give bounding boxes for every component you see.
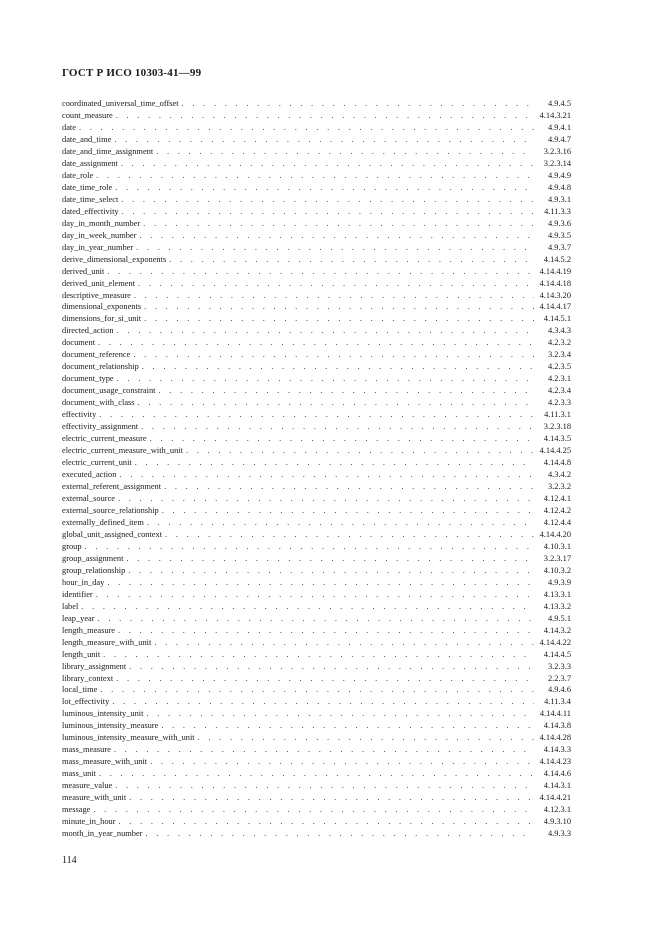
dot-leader <box>141 421 534 433</box>
index-entry <box>62 194 571 206</box>
dot-leader <box>156 146 534 158</box>
index-entry <box>62 278 571 290</box>
index-reference: 4.14.3.20 <box>539 290 571 300</box>
index-term: identifier <box>62 589 93 599</box>
index-reference: 4.2.3.3 <box>547 398 571 408</box>
index-term: derive_dimensional_exponents <box>62 254 167 264</box>
dot-leader <box>118 625 534 637</box>
dot-leader <box>129 661 534 673</box>
index-term: externally_defined_item <box>62 517 144 527</box>
index-reference: 4.10.3.1 <box>543 541 571 551</box>
dot-leader <box>117 373 534 385</box>
index-term: length_measure <box>62 625 116 635</box>
index-entry <box>62 325 571 337</box>
index-reference: 4.9.4.8 <box>547 182 571 192</box>
index-reference: 4.2.3.1 <box>547 374 571 384</box>
dot-leader <box>186 445 534 457</box>
index-entry <box>62 661 571 673</box>
index-reference: 4.12.4.2 <box>543 505 571 515</box>
index-term: global_unit_assigned_context <box>62 529 163 539</box>
dot-leader <box>121 194 534 206</box>
index-reference: 4.14.5.1 <box>543 314 571 324</box>
index-reference: 4.9.3.10 <box>543 817 571 827</box>
index-entry <box>62 577 571 589</box>
dot-leader <box>147 517 534 529</box>
index-term: group_assignment <box>62 553 124 563</box>
dot-leader <box>136 242 534 254</box>
dot-leader <box>107 266 534 278</box>
index-entry <box>62 134 571 146</box>
index-term: date_time_role <box>62 182 113 192</box>
index-term: measure_with_unit <box>62 793 127 803</box>
index-term: luminous_intensity_measure_with_unit <box>62 733 195 743</box>
dot-leader <box>134 290 534 302</box>
index-reference: 4.11.3.1 <box>544 410 571 420</box>
dot-leader <box>118 493 534 505</box>
dot-leader <box>154 637 534 649</box>
index-entry <box>62 218 571 230</box>
index-entry <box>62 708 571 720</box>
index-entry <box>62 553 571 565</box>
dot-leader <box>128 565 534 577</box>
index-reference: 4.9.4.7 <box>547 134 571 144</box>
index-entry <box>62 565 571 577</box>
index-reference: 4.14.3.5 <box>543 434 571 444</box>
dot-leader <box>144 313 534 325</box>
index-entry <box>62 457 571 469</box>
index-entry <box>62 720 571 732</box>
index-entry <box>62 337 571 349</box>
index-entry <box>62 541 571 553</box>
index-reference: 4.9.3.6 <box>547 218 571 228</box>
index-term: coordinated_universal_time_offset <box>62 99 179 108</box>
index-reference: 4.2.3.2 <box>547 338 571 348</box>
index-term: mass_measure_with_unit <box>62 757 148 767</box>
index-term: day_in_week_number <box>62 230 137 240</box>
index-entry <box>62 301 571 313</box>
index-term: luminous_intensity_measure <box>62 721 159 731</box>
index-term: effectivity <box>62 410 97 420</box>
dot-leader <box>121 158 534 170</box>
index-term: measure_value <box>62 781 113 791</box>
index-reference: 4.9.3.9 <box>547 577 571 587</box>
dot-leader <box>138 397 534 409</box>
index-term: document_relationship <box>62 362 139 372</box>
dot-leader <box>116 110 534 122</box>
index-entry <box>62 230 571 242</box>
dot-leader <box>115 780 534 792</box>
index-reference: 4.14.3.21 <box>539 110 571 120</box>
index-reference: 4.14.4.22 <box>539 637 571 647</box>
index-reference: 4.14.4.6 <box>543 769 571 779</box>
dot-leader <box>119 816 534 828</box>
index-term: count_measure <box>62 110 113 120</box>
index-entry <box>62 756 571 768</box>
index-entry <box>62 409 571 421</box>
dot-leader <box>119 469 534 481</box>
index-reference: 4.9.4.1 <box>547 122 571 132</box>
dot-leader <box>182 98 534 110</box>
index-term: library_context <box>62 673 114 683</box>
index-reference: 4.9.4.6 <box>547 685 571 695</box>
index-term: length_measure_with_unit <box>62 637 152 647</box>
index-entry <box>62 254 571 266</box>
index-reference: 4.14.3.8 <box>543 721 571 731</box>
dot-leader <box>138 278 534 290</box>
index-term: effectivity_assignment <box>62 422 139 432</box>
index-term: length_unit <box>62 649 101 659</box>
dot-leader <box>143 218 534 230</box>
index-reference: 3.2.3.18 <box>543 422 571 432</box>
dot-leader <box>164 481 534 493</box>
index-term: document <box>62 338 96 348</box>
dot-leader <box>198 732 534 744</box>
index-term: date_assignment <box>62 158 118 168</box>
index-term: date_time_select <box>62 194 119 204</box>
dot-leader <box>114 744 534 756</box>
index-reference: 4.3.4.2 <box>547 470 571 480</box>
index-entry <box>62 385 571 397</box>
index-entry <box>62 98 571 110</box>
index-reference: 4.14.4.18 <box>539 278 571 288</box>
index-reference: 4.14.3.1 <box>543 781 571 791</box>
dot-leader <box>98 337 534 349</box>
index-entry <box>62 206 571 218</box>
index-term: label <box>62 601 79 611</box>
index-term: month_in_year_number <box>62 829 143 839</box>
index-term: external_referent_assignment <box>62 482 162 491</box>
index-term: electric_current_measure_with_unit <box>62 446 183 456</box>
index-entry <box>62 613 571 625</box>
index-reference: 4.9.3.7 <box>547 242 571 252</box>
index-term: date <box>62 122 76 132</box>
index-entry <box>62 481 571 493</box>
dot-leader <box>99 768 534 780</box>
index-entry <box>62 744 571 756</box>
page-number: 114 <box>62 855 77 866</box>
index-term: directed_action <box>62 326 114 336</box>
index-entry <box>62 732 571 744</box>
index-term: day_in_year_number <box>62 242 134 252</box>
index-entry <box>62 122 571 134</box>
index-entry <box>62 146 571 158</box>
index-reference: 4.9.3.5 <box>547 230 571 240</box>
index-reference: 4.10.3.2 <box>543 565 571 575</box>
index-entry <box>62 397 571 409</box>
index-entry <box>62 601 571 613</box>
index-reference: 4.3.4.3 <box>547 326 571 336</box>
index-reference: 4.9.3.3 <box>547 829 571 839</box>
index-reference: 4.14.4.28 <box>539 733 571 743</box>
dot-leader <box>159 385 535 397</box>
index-reference: 4.9.3.1 <box>547 194 571 204</box>
index-term: hour_in_day <box>62 577 105 587</box>
index-reference: 3.2.3.3 <box>547 661 571 671</box>
dot-leader <box>85 541 534 553</box>
index-entry <box>62 433 571 445</box>
index-entry <box>62 529 571 541</box>
dot-leader <box>162 505 534 517</box>
dot-leader <box>144 301 534 313</box>
index-reference: 4.14.4.23 <box>539 757 571 767</box>
index-term: library_assignment <box>62 661 127 671</box>
dot-leader <box>114 134 534 146</box>
index-entry <box>62 242 571 254</box>
dot-leader <box>150 756 534 768</box>
index-term: mass_measure <box>62 745 111 755</box>
index-term: lot_effectivity <box>62 697 110 707</box>
index-reference: 3.2.3.14 <box>543 158 571 168</box>
index-list <box>62 98 571 840</box>
index-reference: 4.2.3.4 <box>547 386 571 396</box>
dot-leader <box>100 684 534 696</box>
index-reference: 4.14.3.2 <box>543 625 571 635</box>
index-entry <box>62 696 571 708</box>
dot-leader <box>112 696 534 708</box>
dot-leader <box>150 433 534 445</box>
dot-leader <box>139 230 534 242</box>
index-reference: 4.14.3.3 <box>543 745 571 755</box>
index-reference: 4.9.5.1 <box>547 613 571 623</box>
dot-leader <box>98 613 534 625</box>
index-reference: 4.14.4.8 <box>543 458 571 468</box>
index-reference: 4.11.3.3 <box>544 206 571 216</box>
dot-leader <box>81 601 534 613</box>
index-entry <box>62 673 571 685</box>
index-entry <box>62 469 571 481</box>
dot-leader <box>117 325 534 337</box>
index-term: group <box>62 541 82 551</box>
index-term: mass_unit <box>62 769 96 779</box>
index-entry <box>62 290 571 302</box>
index-term: message <box>62 805 91 815</box>
index-term: electric_current_unit <box>62 458 132 468</box>
index-term: executed_action <box>62 470 117 480</box>
index-term: date_and_time <box>62 134 112 144</box>
index-entry <box>62 158 571 170</box>
index-entry <box>62 266 571 278</box>
index-reference: 4.12.4.4 <box>543 517 571 527</box>
index-term: dimensional_exponents <box>62 302 142 312</box>
index-term: dimensions_for_si_unit <box>62 314 142 324</box>
index-term: local_time <box>62 685 98 695</box>
index-term: dated_effectivity <box>62 206 119 216</box>
index-reference: 4.12.4.1 <box>543 493 571 503</box>
index-reference: 4.14.4.19 <box>539 266 571 276</box>
index-entry <box>62 517 571 529</box>
index-reference: 4.9.4.9 <box>547 170 571 180</box>
index-term: date_and_time_assignment <box>62 146 154 156</box>
index-entry <box>62 445 571 457</box>
index-reference: 4.13.3.2 <box>543 601 571 611</box>
index-reference: 4.2.3.5 <box>547 362 571 372</box>
index-entry <box>62 816 571 828</box>
dot-leader <box>146 708 534 720</box>
index-term: document_reference <box>62 350 131 360</box>
dot-leader <box>99 409 534 421</box>
index-entry <box>62 780 571 792</box>
index-entry <box>62 373 571 385</box>
index-entry <box>62 637 571 649</box>
index-entry <box>62 361 571 373</box>
index-term: leap_year <box>62 613 95 623</box>
index-entry <box>62 505 571 517</box>
index-reference: 4.9.4.5 <box>547 99 571 108</box>
index-reference: 4.14.4.17 <box>539 302 571 312</box>
index-entry <box>62 182 571 194</box>
dot-leader <box>161 720 534 732</box>
dot-leader <box>93 804 534 816</box>
index-entry <box>62 828 571 840</box>
index-reference: 4.14.5.2 <box>543 254 571 264</box>
dot-leader <box>79 122 534 134</box>
dot-leader <box>145 828 534 840</box>
index-entry <box>62 684 571 696</box>
index-entry <box>62 589 571 601</box>
index-term: minute_in_hour <box>62 817 116 827</box>
index-entry <box>62 768 571 780</box>
dot-leader <box>135 457 534 469</box>
index-entry <box>62 792 571 804</box>
index-term: derived_unit <box>62 266 105 276</box>
dot-leader <box>96 170 534 182</box>
dot-leader <box>107 577 534 589</box>
index-entry <box>62 649 571 661</box>
dot-leader <box>115 182 534 194</box>
dot-leader <box>96 589 534 601</box>
index-term: luminous_intensity_unit <box>62 709 144 719</box>
index-term: external_source <box>62 493 116 503</box>
index-term: document_usage_constraint <box>62 386 156 396</box>
index-entry <box>62 625 571 637</box>
document-header: ГОСТ Р ИСО 10303-41—99 <box>62 67 202 79</box>
index-entry <box>62 804 571 816</box>
index-term: descriptive_measure <box>62 290 131 300</box>
dot-leader <box>142 361 534 373</box>
index-entry <box>62 110 571 122</box>
index-reference: 4.11.3.4 <box>544 697 571 707</box>
index-reference: 4.14.4.21 <box>539 793 571 803</box>
index-term: day_in_month_number <box>62 218 141 228</box>
dot-leader <box>103 649 534 661</box>
index-reference: 3.2.3.17 <box>543 553 571 563</box>
index-entry <box>62 313 571 325</box>
dot-leader <box>122 206 534 218</box>
dot-leader <box>126 553 534 565</box>
index-reference: 3.2.3.16 <box>543 146 571 156</box>
dot-leader <box>133 349 534 361</box>
index-entry <box>62 349 571 361</box>
index-entry <box>62 421 571 433</box>
dot-leader <box>116 673 534 685</box>
index-reference: 3.2.3.2 <box>547 482 571 491</box>
index-term: document_with_class <box>62 398 135 408</box>
index-reference: 4.12.3.1 <box>543 805 571 815</box>
dot-leader <box>165 529 534 541</box>
index-entry <box>62 493 571 505</box>
index-term: derived_unit_element <box>62 278 136 288</box>
index-term: electric_current_measure <box>62 434 147 444</box>
index-reference: 4.14.4.25 <box>539 446 571 456</box>
index-reference: 2.2.3.7 <box>547 673 571 683</box>
index-term: document_type <box>62 374 114 384</box>
index-reference: 4.13.3.1 <box>543 589 571 599</box>
index-term: group_relationship <box>62 565 126 575</box>
index-entry <box>62 170 571 182</box>
index-reference: 3.2.3.4 <box>547 350 571 360</box>
index-reference: 4.14.4.20 <box>539 529 571 539</box>
dot-leader <box>169 254 534 266</box>
index-term: date_role <box>62 170 94 180</box>
index-reference: 4.14.4.11 <box>539 709 571 719</box>
dot-leader <box>129 792 534 804</box>
index-reference: 4.14.4.5 <box>543 649 571 659</box>
index-term: external_source_relationship <box>62 505 159 515</box>
